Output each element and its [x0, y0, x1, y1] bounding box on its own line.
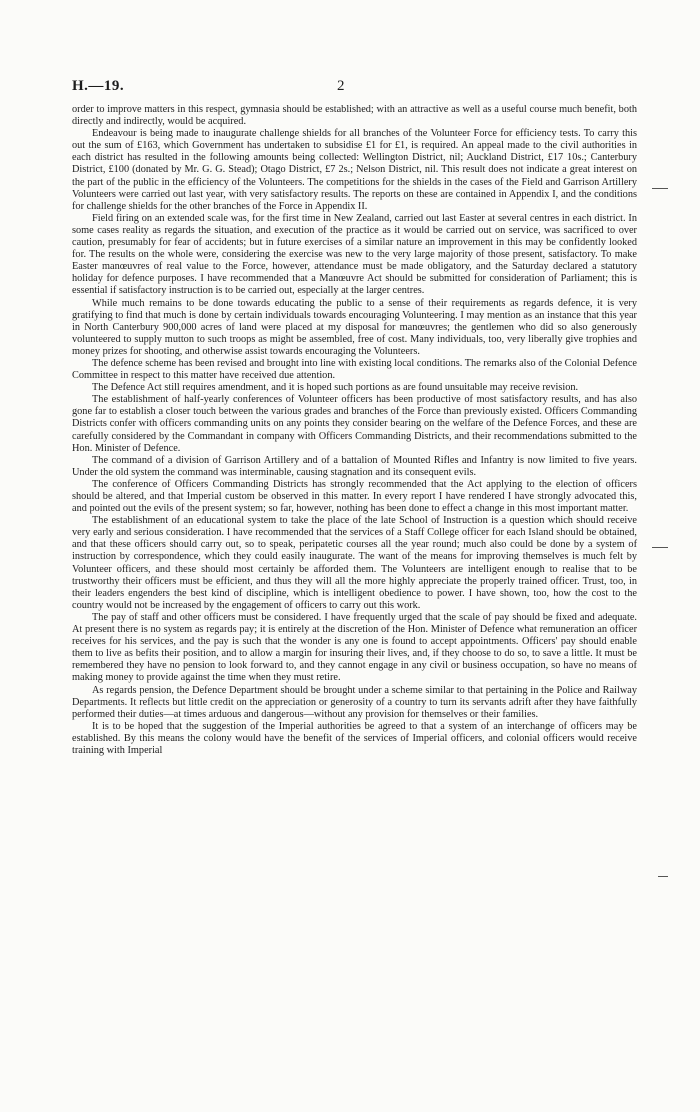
paragraph: The pay of staff and other officers must be considered. I have frequently urged that the scale of pay should be fixed and adequate. At present there is no system as regards pay; it is entirely at the discretion of the Hon. Minister of Defence what remuneration an officer receives for his services, and the pay is such that the wonder is any one is found to accept appointments. Officers' pay should enable them to live as befits their position, and to allow a margin for insuring their lives, and, if they choose to do so, to save a little. It must be remembered they have no pension to look forward to, and they cannot engage in any civil or business occupation, so have no means of making money to provide against the time when they must retire. [72, 611, 637, 684]
paragraph: The establishment of an educational system to take the place of the late School of Instruction is a question which should receive very early and serious consideration. I have recommended that the services of a Staff College officer for each Island should be obtained, and that these officers should carry out, so to speak, peripatetic courses all the year round; much also could be done by a system of instruction by correspondence, which they could easily inaugurate. The want of the means for improving themselves is much felt by Volunteer officers, and these should most certainly be afforded them. The Volunteers are intelligent enough to realise that to be trustworthy their officers must be efficient, and thus they will all the more highly appreciate the properly trained officer. Trust, too, in their leaders engenders the best kind of discipline, which is intelligent obedience to power. I have shown, too, how the cost to the country would not be increased by the engagement of officers to carry out this work. [72, 515, 637, 611]
paragraph: Field firing on an extended scale was, for the first time in New Zealand, carried out last Easter at several centres in each district. In some cases reality as regards the situation, and execution of the practice as it would be carried out on service, was sacrificed to over caution, presumably for fear of accidents; but in future exercises of a similar nature an improvement in this may be confidently looked for. The results on the whole were, considering the exercise was new to the very large majority of those present, satisfactory. To make Easter manœuvres of real value to the Force, however, attendance must be made obligatory, and the Saturday declared a statutory holiday for defence purposes. I have recommended that a Manœuvre Act should be submitted for consideration of Parliament; this is essential if satisfactory instruction is to be carried out, especially at the larger centres. [72, 212, 637, 297]
margin-mark [652, 188, 668, 189]
paragraph: The conference of Officers Commanding Districts has strongly recommended that the Act applying to the election of officers should be altered, and that Imperial custom be observed in this matter. In every report I have rendered I have strongly advocated this, and pointed out the evils of the present system; so far, however, nothing has been done to effect a change in this most important matter. [72, 478, 637, 515]
document-reference: H.—19. [72, 78, 125, 94]
paragraph: While much remains to be done towards educating the public to a sense of their requirements as regards defence, it is very gratifying to find that much is done by certain individuals towards encouraging Volunteering. I may mention as an instance that this year in North Canterbury 900,000 acres of land were placed at my disposal for manœuvres; the gentlemen who did so also generously volunteered to supply mutton to such troops as might be assembled, free of cost. Many individuals, too, very liberally give trophies and money prizes for shooting, and otherwise assist towards encouraging the Volunteers. [72, 297, 637, 357]
paragraph: order to improve matters in this respect, gymnasia should be established; with an attractive as well as a useful course much benefit, both directly and indirectly, would be acquired. [72, 104, 637, 128]
paragraph: The command of a division of Garrison Artillery and of a battalion of Mounted Rifles and Infantry is now limited to five years. Under the old system the command was interminable, causing stagnation and its consequent evils. [72, 454, 637, 478]
document-body [72, 104, 637, 757]
page-number: 2 [337, 78, 345, 94]
paragraph: The establishment of half-yearly conferences of Volunteer officers has been productive of most satisfactory results, and has also gone far to establish a closer touch between the various grades and branches of the Force than previously existed. Officers Commanding Districts confer with officers commanding units on any points they consider bearing on the welfare of the Defence Forces, and these are carefully considered by the Commandant in company with Officers Commanding Districts, and their recommendations submitted to the Hon. Minister of Defence. [72, 394, 637, 454]
paragraph: It is to be hoped that the suggestion of the Imperial authorities be agreed to that a system of an interchange of officers may be established. By this means the colony would have the benefit of the services of Imperial officers, and colonial officers would receive training with Imperial [72, 720, 637, 756]
margin-mark [658, 876, 668, 877]
paragraph: Endeavour is being made to inaugurate challenge shields for all branches of the Volunteer Force for efficiency tests. To carry this out the sum of £163, which Government has undertaken to subsidise £1 for £1, is required. An appeal made to the civil authorities in each district has resulted in the following amounts being collected: Wellington District, nil; Auckland District, £17 10s.; Canterbury District, £100 (donated by Mr. G. G. Stead); Otago District, £7 2s.; Nelson District, nil. This result does not indicate a great interest on the part of the public in the efficiency of the Volunteers. The competitions for the shields in the cases of the Field and Garrison Artillery Volunteers were carried out last year, with very satisfactory results. The reports on these are contained in Appendix I, and the conditions for challenge shields for the other branches of the Force in Appendix II. [72, 128, 637, 212]
paragraph: The defence scheme has been revised and brought into line with existing local conditions. The remarks also of the Colonial Defence Committee in respect to this matter have received due attention. [72, 357, 637, 382]
paragraph: As regards pension, the Defence Department should be brought under a scheme similar to that pertaining in the Police and Railway Departments. It reflects but little credit on the appreciation or generosity of a country to turn its servants adrift after they have faithfully performed their duties—at times arduous and dangerous—without any provision for themselves or their families. [72, 684, 637, 720]
paragraph: The Defence Act still requires amendment, and it is hoped such portions as are found unsuitable may receive revision. [92, 382, 579, 394]
margin-mark [652, 547, 668, 548]
page-header [72, 78, 632, 98]
